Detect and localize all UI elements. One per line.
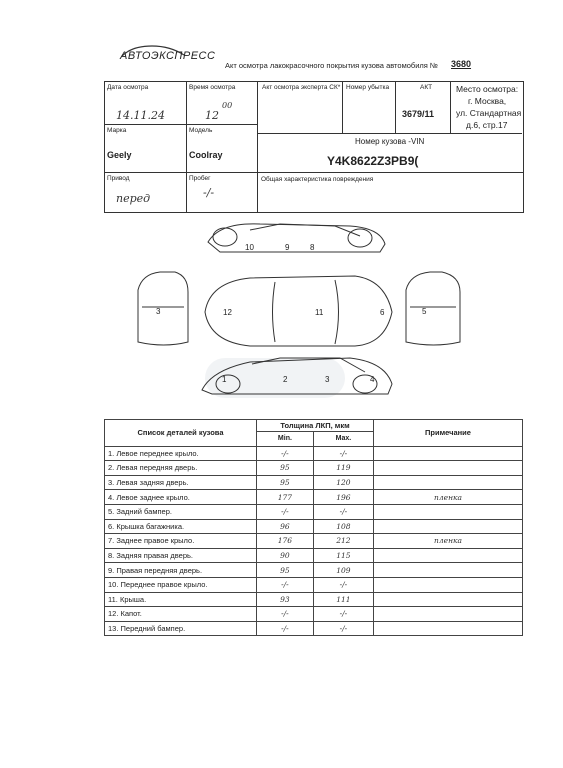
note-value xyxy=(374,446,523,461)
diagram-label-4: 4 xyxy=(370,375,375,384)
note-value xyxy=(374,592,523,607)
diagram-label-6: 6 xyxy=(380,308,385,317)
brand-label: Марка xyxy=(107,127,127,134)
time-label: Время осмотра xyxy=(189,84,236,91)
part-name: 3. Левая задняя дверь. xyxy=(105,475,257,490)
table-body xyxy=(105,446,523,636)
drive-value: перед xyxy=(116,192,151,205)
part-name: 11. Крыша. xyxy=(105,592,257,607)
company-logo: АВТОЭКСПРЕСС xyxy=(120,50,216,62)
diagram-label-front-3: 3 xyxy=(156,307,161,316)
table-row xyxy=(105,475,523,490)
part-name: 1. Левое переднее крыло. xyxy=(105,446,257,461)
table-row xyxy=(105,490,523,505)
diagram-label-12: 12 xyxy=(223,308,232,317)
table-row xyxy=(105,563,523,578)
part-name: 10. Переднее правое крыло. xyxy=(105,577,257,592)
col-parts-header: Список деталей кузова xyxy=(105,420,257,447)
act-label: АКТ xyxy=(420,84,433,91)
diagram-label-10: 10 xyxy=(245,243,254,252)
table-row xyxy=(105,548,523,563)
date-value: 14.11.24 xyxy=(116,109,165,122)
min-value: 95 xyxy=(257,475,314,490)
diagram-label-5: 5 xyxy=(422,307,427,316)
table-row xyxy=(105,461,523,476)
diagram-label-11: 11 xyxy=(315,308,324,317)
time-value: 12 xyxy=(205,109,219,122)
max-value: -/- xyxy=(313,607,373,622)
note-value xyxy=(374,461,523,476)
note-value xyxy=(374,519,523,534)
col-note-header: Примечание xyxy=(374,420,523,447)
time-minutes: 00 xyxy=(222,101,233,110)
note-value: пленка xyxy=(374,534,523,549)
max-value: 212 xyxy=(313,534,373,549)
table-row xyxy=(105,534,523,549)
part-name: 7. Заднее правое крыло. xyxy=(105,534,257,549)
max-value: 108 xyxy=(313,519,373,534)
min-value: -/- xyxy=(257,577,314,592)
table-row xyxy=(105,592,523,607)
location-line-1: г. Москва, xyxy=(468,96,507,106)
note-value xyxy=(374,563,523,578)
part-name: 13. Передний бампер. xyxy=(105,621,257,636)
part-name: 2. Левая передняя дверь. xyxy=(105,461,257,476)
max-value: 119 xyxy=(313,461,373,476)
min-value: -/- xyxy=(257,607,314,622)
table-row xyxy=(105,621,523,636)
max-value: -/- xyxy=(313,621,373,636)
location-line-3: д.6, стр.17 xyxy=(466,120,508,130)
damage-label: Общая характеристика повреждения xyxy=(261,176,374,183)
date-label: Дата осмотра xyxy=(107,84,149,91)
vin-label: Номер кузова -VIN xyxy=(355,137,425,146)
max-value: -/- xyxy=(313,504,373,519)
paint-thickness-table xyxy=(104,419,523,636)
diagram-label-1: 1 xyxy=(222,375,227,384)
max-value: -/- xyxy=(313,446,373,461)
max-value: 109 xyxy=(313,563,373,578)
min-value: -/- xyxy=(257,446,314,461)
part-name: 8. Задняя правая дверь. xyxy=(105,548,257,563)
col-thickness-header: Толщина ЛКП, мкм xyxy=(257,420,374,432)
location-label: Место осмотра: xyxy=(456,84,519,94)
model-value: Coolray xyxy=(189,150,223,160)
col-max-header: Max. xyxy=(313,432,373,447)
table-row xyxy=(105,519,523,534)
table-row xyxy=(105,504,523,519)
brand-value: Geely xyxy=(107,150,132,160)
loss-number-label: Номер убытка xyxy=(346,84,390,91)
part-name: 4. Левое заднее крыло. xyxy=(105,490,257,505)
document-number: 3680 xyxy=(451,59,472,69)
expert-act-label: Акт осмотра эксперта СК* xyxy=(262,84,341,91)
part-name: 5. Задний бампер. xyxy=(105,504,257,519)
min-value: 90 xyxy=(257,548,314,563)
min-value: 177 xyxy=(257,490,314,505)
min-value: 93 xyxy=(257,592,314,607)
table-row xyxy=(105,446,523,461)
min-value: 95 xyxy=(257,461,314,476)
max-value: 111 xyxy=(313,592,373,607)
min-value: 96 xyxy=(257,519,314,534)
diagram-label-8: 8 xyxy=(310,243,315,252)
note-value xyxy=(374,577,523,592)
diagram-label-3: 3 xyxy=(325,375,330,384)
car-diagram xyxy=(130,212,470,412)
model-label: Модель xyxy=(189,127,213,134)
max-value: 120 xyxy=(313,475,373,490)
note-value xyxy=(374,548,523,563)
drive-label: Привод xyxy=(107,175,130,182)
diagram-label-9: 9 xyxy=(285,243,290,252)
note-value: пленка xyxy=(374,490,523,505)
document-title: Акт осмотра лакокрасочного покрытия кузова автомобиля № xyxy=(225,61,438,70)
max-value: -/- xyxy=(313,577,373,592)
part-name: 6. Крышка багажника. xyxy=(105,519,257,534)
max-value: 196 xyxy=(313,490,373,505)
mileage-label: Пробег xyxy=(189,175,211,182)
location-line-2: ул. Стандартная xyxy=(456,108,522,118)
act-value: 3679/11 xyxy=(402,109,435,119)
max-value: 115 xyxy=(313,548,373,563)
vin-value: Y4K8622Z3PB9( xyxy=(327,154,419,168)
part-name: 9. Правая передняя дверь. xyxy=(105,563,257,578)
part-name: 12. Капот. xyxy=(105,607,257,622)
table-row xyxy=(105,607,523,622)
mileage-value: -/- xyxy=(203,186,215,199)
table-row xyxy=(105,577,523,592)
diagram-label-2: 2 xyxy=(283,375,288,384)
min-value: -/- xyxy=(257,504,314,519)
min-value: -/- xyxy=(257,621,314,636)
note-value xyxy=(374,475,523,490)
note-value xyxy=(374,607,523,622)
note-value xyxy=(374,504,523,519)
min-value: 95 xyxy=(257,563,314,578)
note-value xyxy=(374,621,523,636)
info-grid xyxy=(104,81,524,213)
col-min-header: Min. xyxy=(257,432,314,447)
min-value: 176 xyxy=(257,534,314,549)
